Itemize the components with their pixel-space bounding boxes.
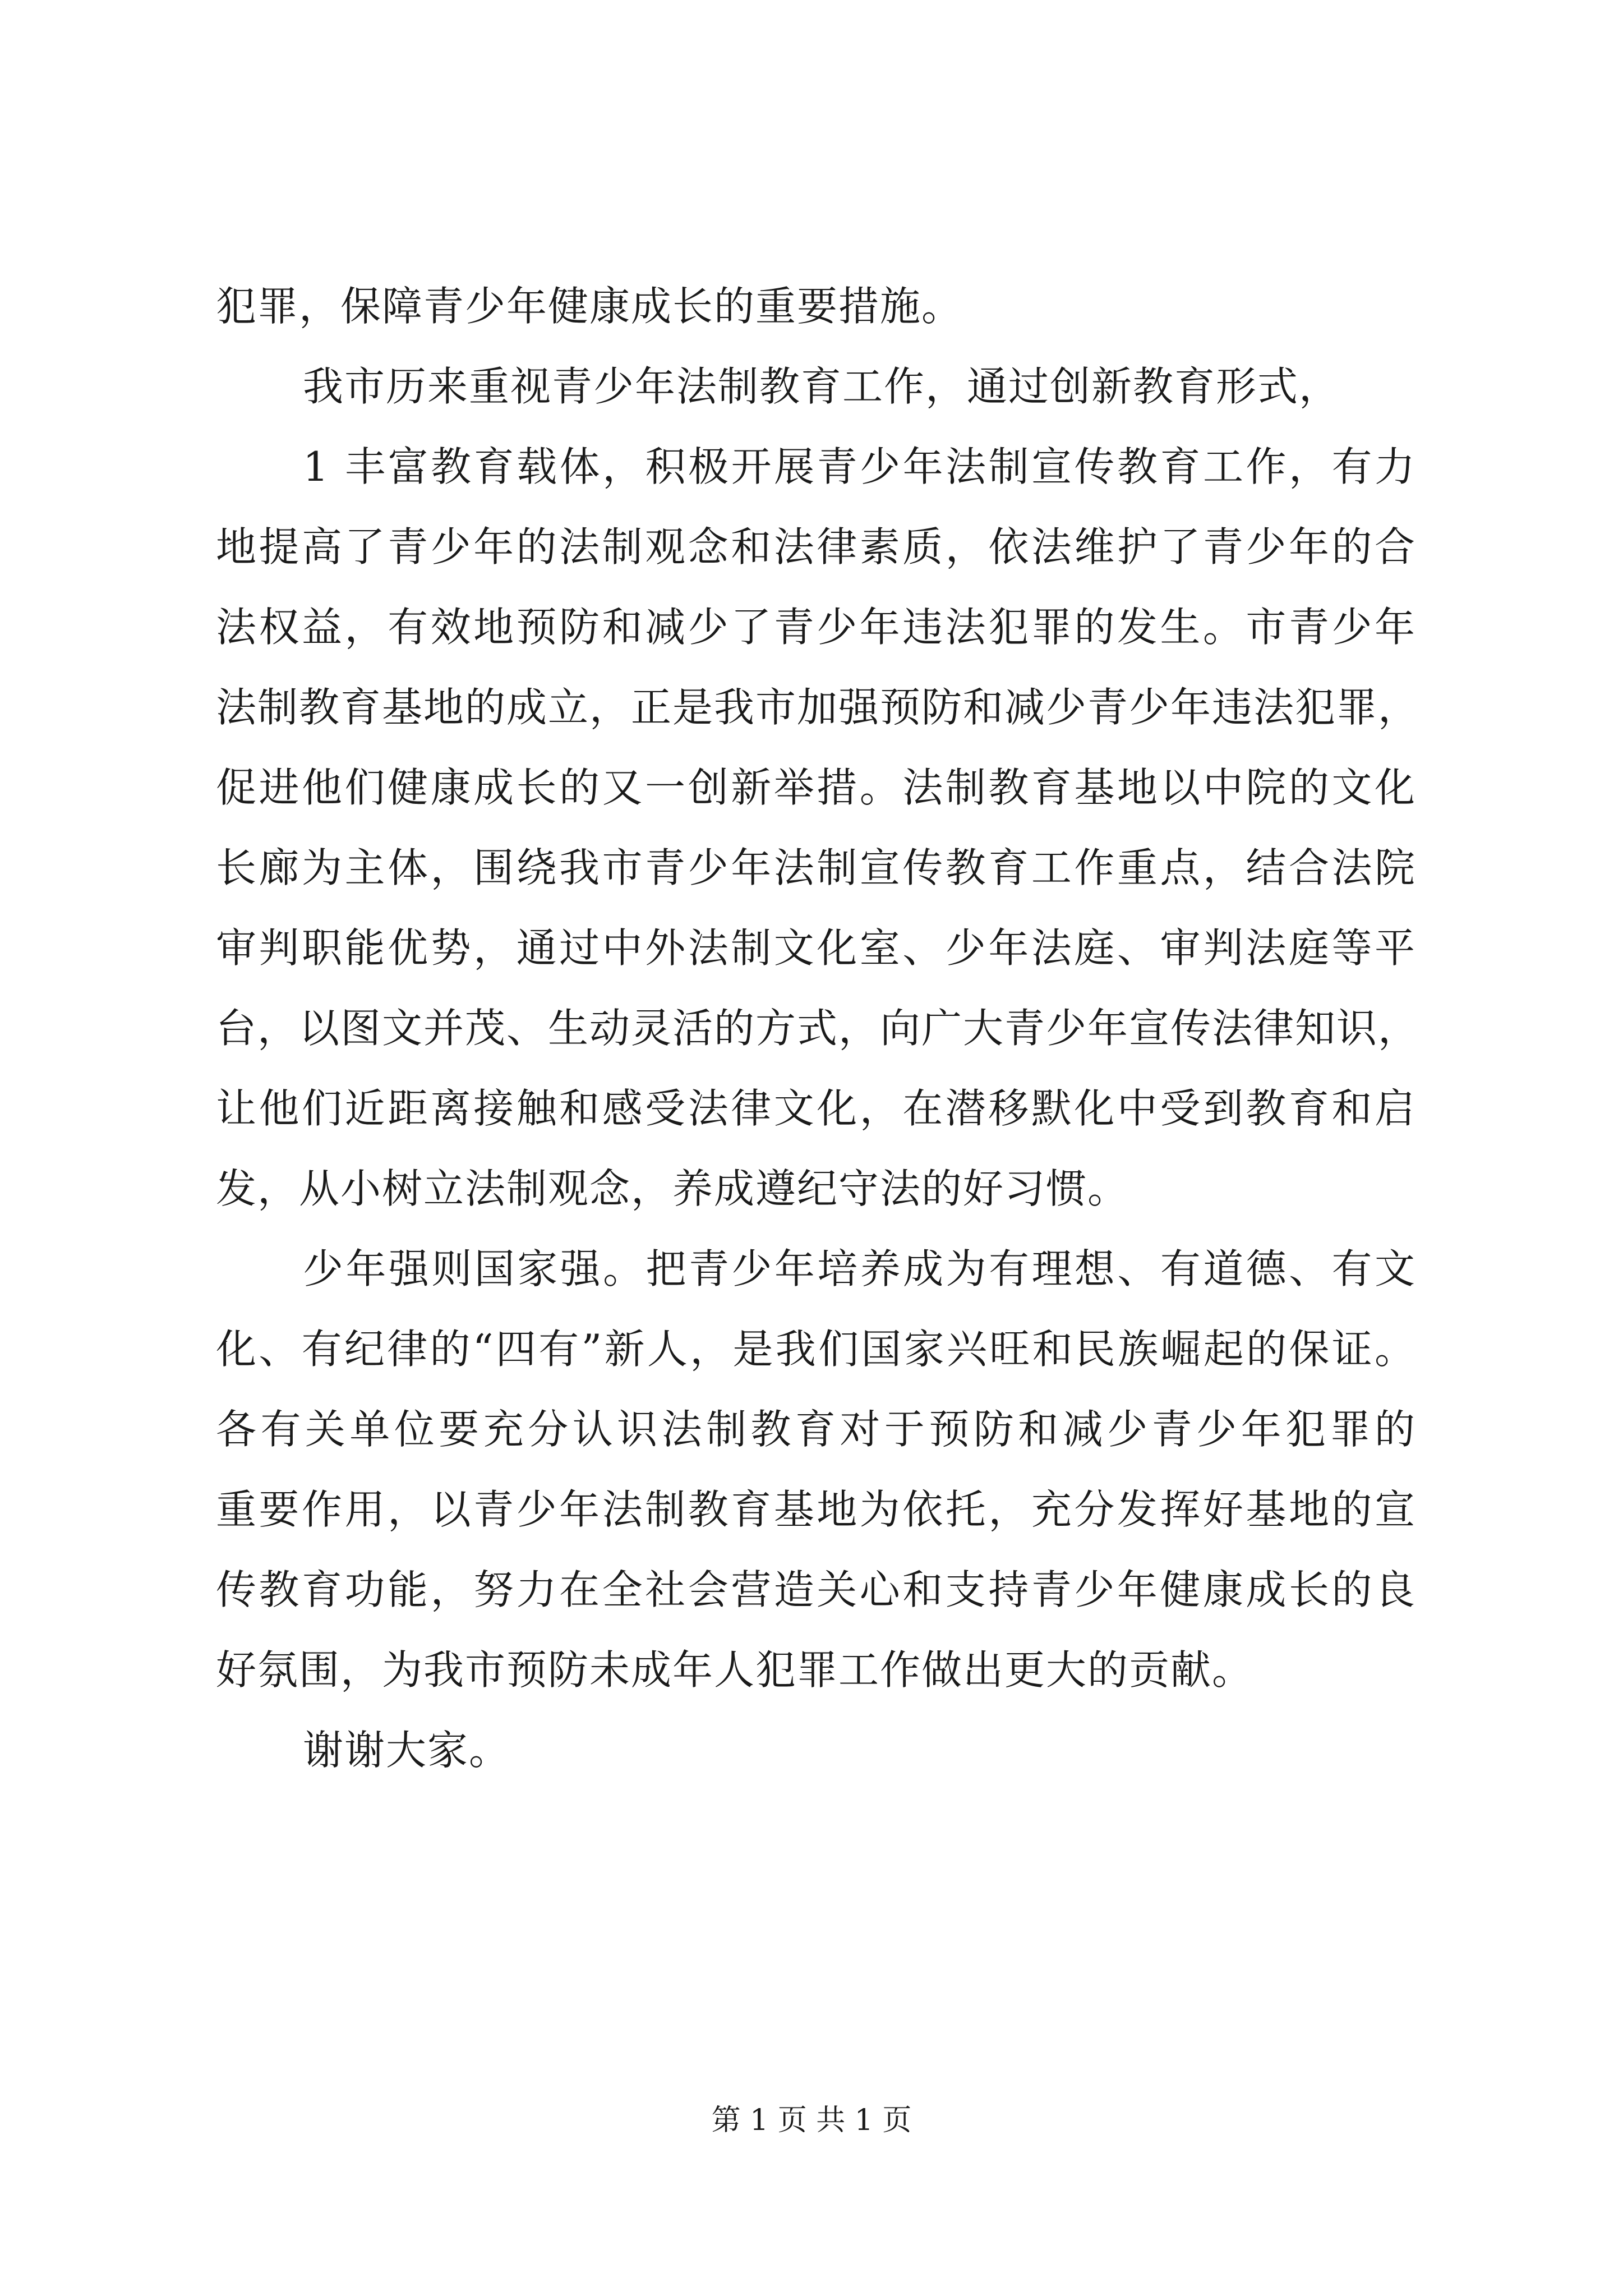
text-line: 法制教育基地的成立，正是我市加强预防和减少青少年违法犯罪， [216,684,1420,731]
page-footer: 第 1 页 共 1 页 [711,2104,912,2137]
text-line: 各有关单位要充分认识法制教育对于预防和减少青少年犯罪的 [216,1406,1416,1453]
text-line: 传教育功能，努力在全社会营造关心和支持青少年健康成长的良 [216,1566,1416,1613]
text-line: 犯罪，保障青少年健康成长的重要措施。 [216,283,963,330]
text-line: 台，以图文并茂、生动灵活的方式，向广大青少年宣传法律知识， [216,1005,1420,1052]
text-line: 长廊为主体，围绕我市青少年法制宣传教育工作重点，结合法院 [216,844,1416,891]
text-line: 少年强则国家强。把青少年培养成为有理想、有道德、有文 [303,1245,1416,1292]
text-line: 好氛围，为我市预防未成年人犯罪工作做出更大的贡献。 [216,1646,1254,1694]
text-line: 地提高了青少年的法制观念和法律素质，依法维护了青少年的合 [216,523,1416,570]
text-line: 法权益，有效地预防和减少了青少年违法犯罪的发生。市青少年 [216,604,1416,651]
text-line: 1 丰富教育载体，积极开展青少年法制宣传教育工作，有力 [303,443,1416,490]
text-line: 化、有纪律的“四有”新人，是我们国家兴旺和民族崛起的保证。 [216,1326,1416,1373]
text-line: 让他们近距离接触和感受法律文化，在潜移默化中受到教育和启 [216,1085,1416,1132]
text-line: 谢谢大家。 [303,1727,511,1774]
text-line: 审判职能优势，通过中外法制文化室、少年法庭、审判法庭等平 [216,924,1416,972]
text-line: 我市历来重视青少年法制教育工作，通过创新教育形式， [303,363,1341,410]
text-line: 重要作用，以青少年法制教育基地为依托，充分发挥好基地的宣 [216,1486,1416,1533]
text-line: 促进他们健康成长的又一创新举措。法制教育基地以中院的文化 [216,764,1416,811]
body-text [216,266,1420,1791]
text-line: 发，从小树立法制观念，养成遵纪守法的好习惯。 [216,1165,1129,1212]
